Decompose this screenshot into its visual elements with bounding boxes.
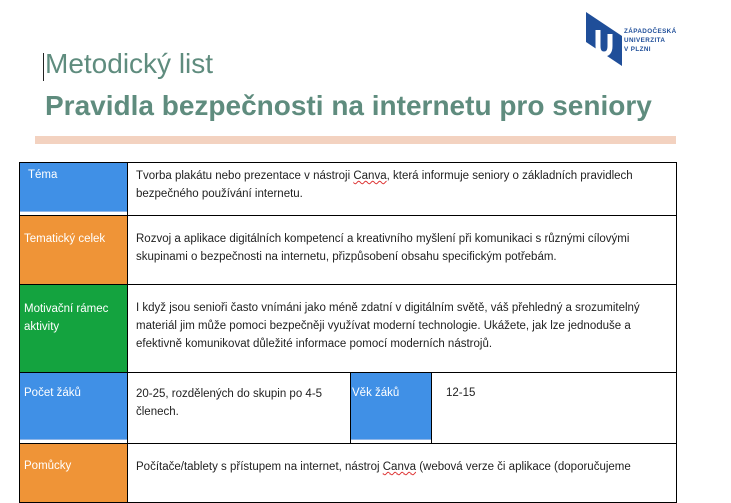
canva-link-text: Canva bbox=[353, 170, 387, 182]
age-label-cell bbox=[351, 373, 431, 443]
zcu-logo-icon bbox=[586, 12, 622, 66]
logo-wordmark bbox=[624, 27, 677, 54]
age-value[interactable]: 12-15 bbox=[446, 387, 476, 399]
age-label: Věk žáků bbox=[352, 387, 400, 399]
row-value-pomucky[interactable] bbox=[136, 458, 668, 476]
text-cursor bbox=[43, 53, 44, 81]
pomucky-text-2: (webová verze či aplikace (doporučujeme bbox=[416, 461, 631, 473]
row-label-tema: Téma bbox=[20, 163, 128, 215]
row-value-motivace[interactable]: I když jsou senioři často vnímáni jako méně zdatní v digitálním světě, váš přehledný a srozumitelný materiál jim může pomoci bezpečněji využívat moderní technologie. Ukážete, jak lze jednoduše a efektivně komunikovat důležité informace pomocí moderních nástrojů. bbox=[136, 302, 640, 350]
page-subtitle[interactable]: Metodický list bbox=[45, 48, 214, 79]
table-row-celek bbox=[19, 215, 677, 285]
university-logo bbox=[586, 12, 696, 66]
row-value-pocet[interactable]: 20-25, rozdělených do skupin po 4-5 členech. bbox=[136, 388, 323, 418]
canva-link-text: Canva bbox=[382, 461, 416, 473]
logo-line-1: ZÁPADOČESKÁ bbox=[624, 28, 677, 35]
title-divider bbox=[35, 136, 676, 144]
row-label-motivace: Motivační rámec aktivity bbox=[20, 285, 128, 372]
page-title[interactable]: Pravidla bezpečnosti na internetu pro seniory bbox=[45, 90, 652, 121]
table-row-motivace bbox=[19, 284, 677, 373]
table-row-pocet bbox=[19, 372, 677, 444]
row-label-pomucky: Pomůcky bbox=[20, 444, 128, 502]
row-label-pocet: Počet žáků bbox=[20, 373, 128, 443]
logo-line-3: V PLZNI bbox=[624, 46, 651, 53]
tema-text-2: , která informuje seniory o základních pravidlech bezpečného používání internetu. bbox=[136, 170, 633, 200]
cell-divider bbox=[431, 373, 432, 443]
row-value-celek[interactable]: Rozvoj a aplikace digitálních kompetencí a kreativního myšlení při komunikaci s různými cílovými skupinami o bezpečnosti na internetu, přizpůsobení obsahu specifickým potřebám. bbox=[136, 233, 630, 263]
logo-line-2: UNIVERZITA bbox=[624, 37, 666, 44]
table-row-tema bbox=[19, 162, 677, 216]
tema-text-1: Tvorba plakátu nebo prezentace v nástroji bbox=[136, 170, 354, 182]
row-label-celek: Tematický celek bbox=[20, 216, 128, 284]
table-row-pomucky bbox=[19, 443, 677, 503]
row-value-tema[interactable] bbox=[136, 167, 668, 203]
pomucky-text-1: Počítače/tablety s přístupem na internet, nástroj bbox=[136, 461, 383, 473]
